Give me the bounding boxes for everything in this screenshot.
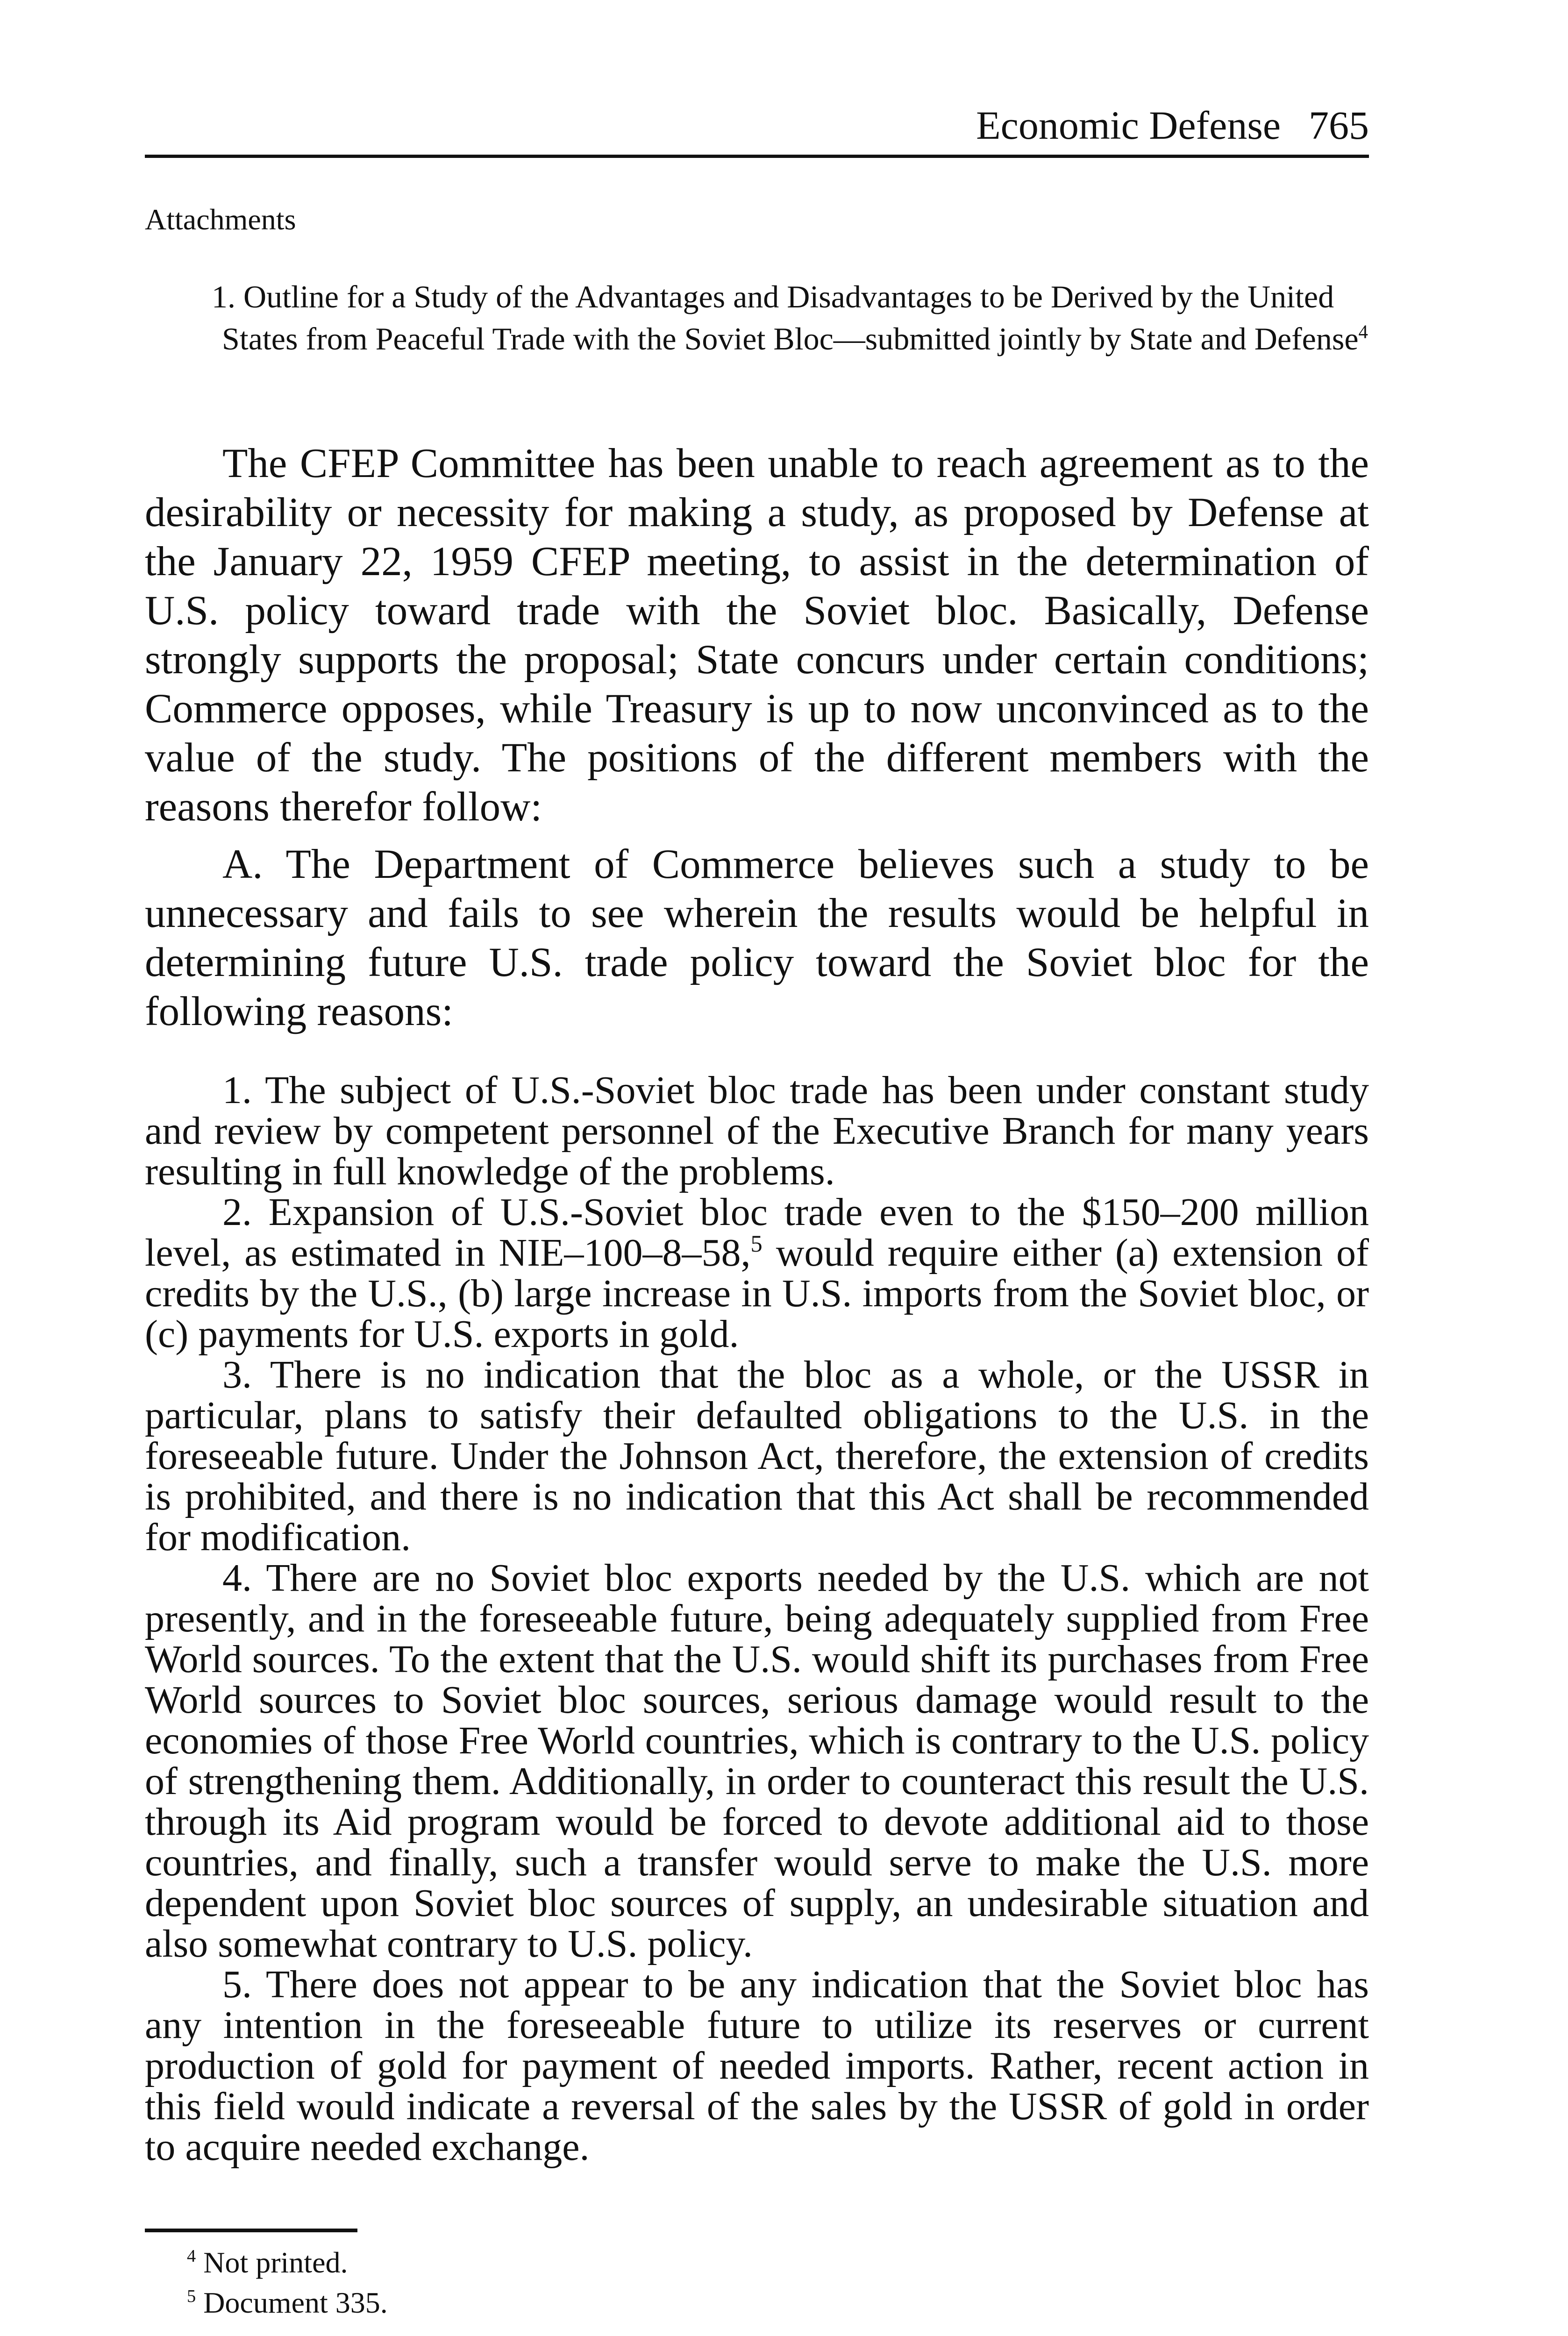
footnote-5-marker: 5 [187, 2286, 196, 2306]
reason-3: 3. There is no indication that the bloc as a whole, or the USSR in particular, plans to satisfy their defaulted obligations to the U.S. in the foreseeable future. Under the Johnson Act, therefore, the extension of credits is prohibited, and there is no indication that this Act shall be recommended for modification. [145, 1353, 1369, 1559]
attachment-item [212, 276, 1369, 360]
footnote-5-text: Document 335. [203, 2286, 388, 2319]
footnote-4-text: Not printed. [203, 2246, 348, 2279]
footnote-ref-5: 5 [750, 1230, 763, 1257]
intro-paragraph: The CFEP Committee has been unable to reach agreement as to the desirability or necessity for making a study, as proposed by Defense at the January 22, 1959 CFEP meeting, to assist in the determination of U.S. policy toward trade with the Soviet bloc. Basically, Defense strongly supports the proposal; State concurs under certain conditions; Commerce opposes, while Treasury is up to now unconvinced as to the value of the study. The positions of the different members with the reasons therefor follow: [145, 441, 1369, 830]
footnote-divider [145, 2229, 357, 2232]
running-header [145, 102, 1369, 158]
footnotes [187, 2243, 388, 2323]
attachments-label: Attachments [145, 203, 296, 236]
attachment-item-text: Outline for a Study of the Advantages and Disadvantages to be Derived by the United States from Peaceful Trade with the Soviet Bloc—submitted jointly by State and Defense [222, 279, 1359, 356]
reason-1: 1. The subject of U.S.-Soviet bloc trade has been under constant study and review by competent personnel of the Executive Branch for many years resulting in full knowledge of the problems. [145, 1068, 1369, 1193]
reason-2-text-after: would require either (a) extension of credits by the U.S., (b) large increase in U.S. imports from the Soviet bloc, or (c) payments for U.S. exports in gold. [145, 1231, 1369, 1356]
reason-2 [145, 1192, 1369, 1354]
attachment-item-number: 1. [212, 279, 235, 314]
reason-5: 5. There does not appear to be any indication that the Soviet bloc has any intention in the foreseeable future to utilize its reserves or current production of gold for payment of needed imports. Rather, recent action in this field would indicate a reversal of the sales by the USSR of gold in order to acquire needed exchange. [145, 1963, 1369, 2169]
reasons-list [145, 1070, 1369, 2167]
main-text-upper [145, 439, 1369, 1036]
page-number: 765 [1309, 103, 1369, 148]
section-a-paragraph: A. The Department of Commerce believes such a study to be unnecessary and fails to see wherein the results would be helpful in determining future U.S. trade policy toward the Soviet bloc for the following reasons: [145, 841, 1369, 1034]
running-header-title: Economic Defense [976, 103, 1281, 148]
footnote-4 [187, 2243, 388, 2283]
footnote-5 [187, 2283, 388, 2323]
reason-2-text-before: 2. Expansion of U.S.-Soviet bloc trade even to the $150–200 million level, as estimated in NIE–100–8–58, [145, 1190, 1369, 1275]
footnote-ref-4: 4 [1358, 321, 1368, 342]
footnote-4-marker: 4 [187, 2246, 196, 2266]
reason-4: 4. There are no Soviet bloc exports needed by the U.S. which are not presently, and in the foreseeable future, being adequately supplied from Free World sources. To the extent that the U.S. would shift its purchases from Free World sources to Soviet bloc sources, serious damage would result to the economies of those Free World countries, which is contrary to the U.S. policy of strengthening them. Additionally, in order to counteract this result the U.S. through its Aid program would be forced to devote additional aid to those countries, and finally, such a transfer would serve to make the U.S. more dependent upon Soviet bloc sources of supply, an undesirable situation and also somewhat contrary to U.S. policy. [145, 1556, 1369, 1966]
